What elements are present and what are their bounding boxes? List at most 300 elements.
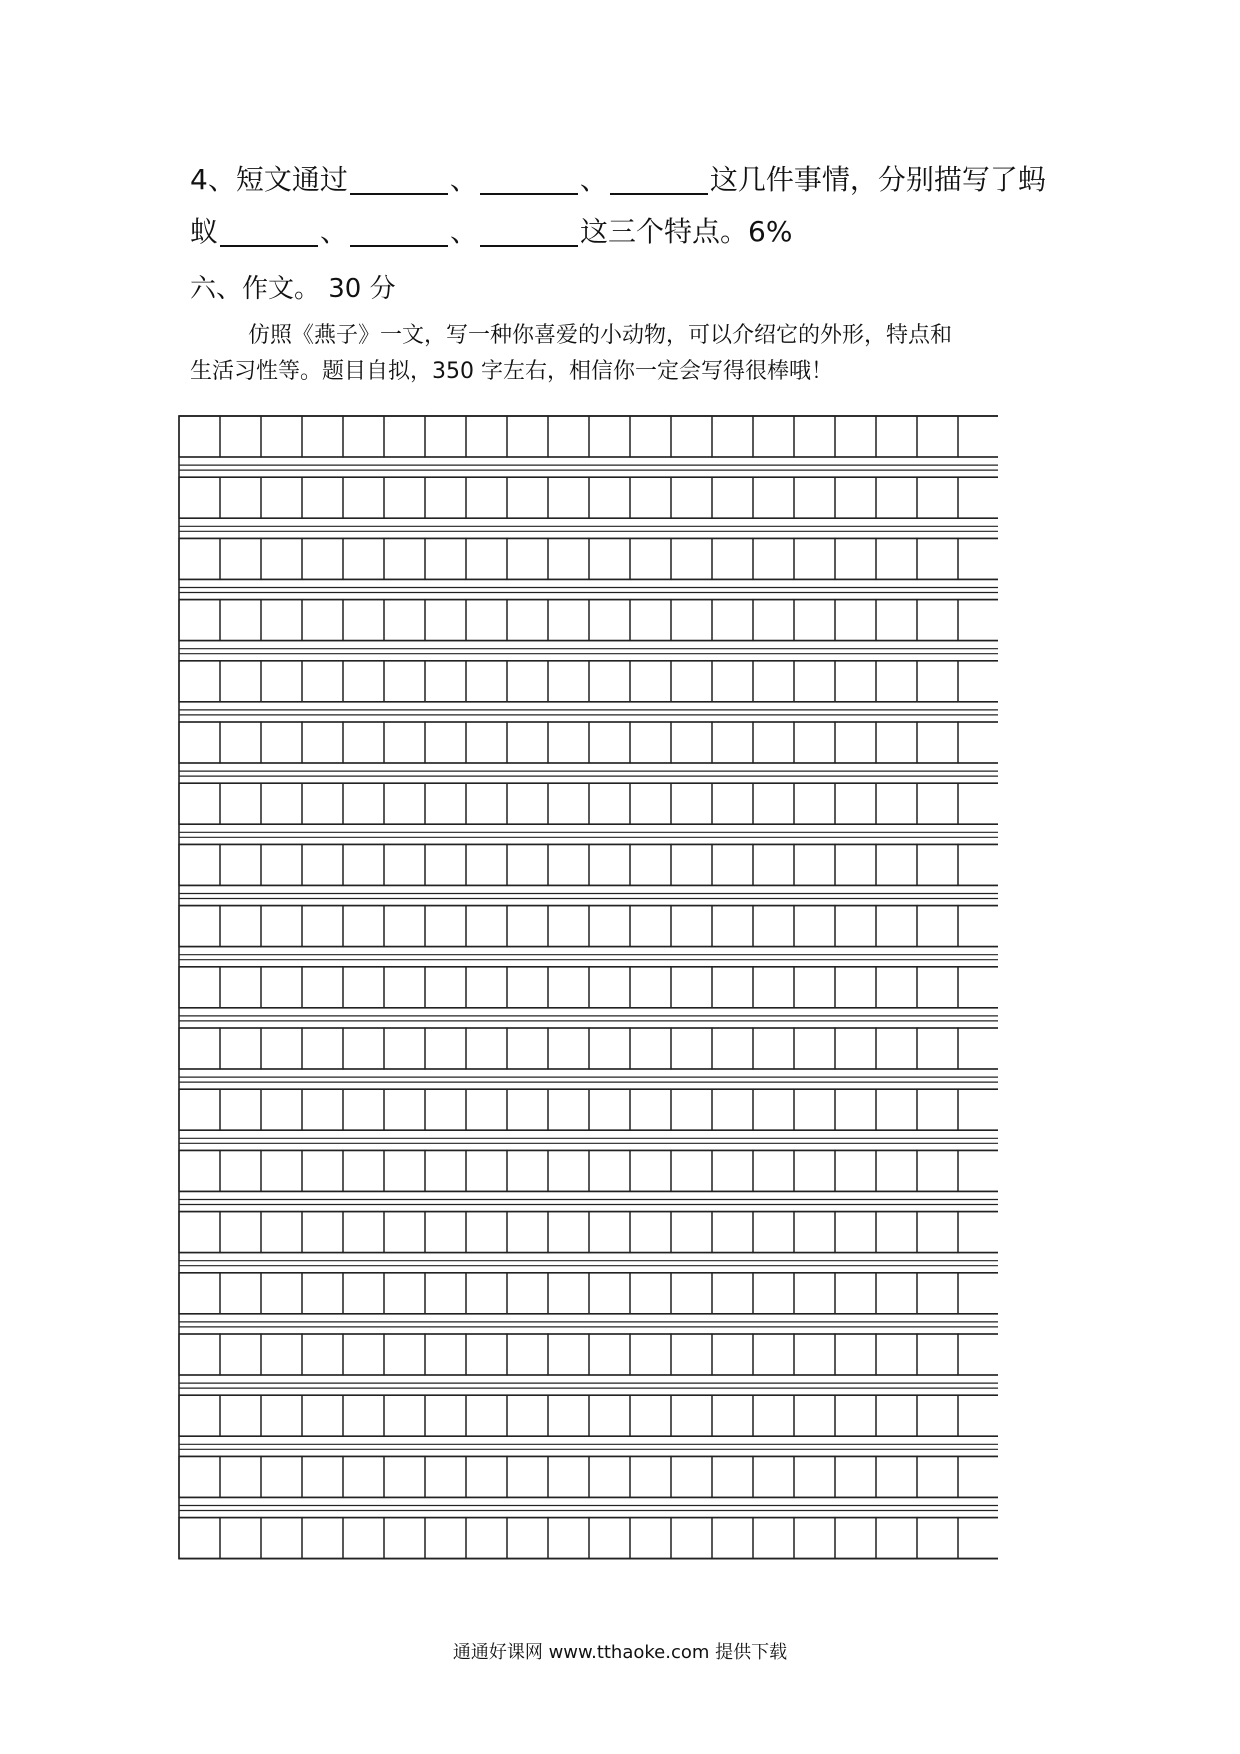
grid-cell[interactable] [343,477,384,518]
grid-cell[interactable] [343,967,384,1008]
grid-cell[interactable] [220,967,261,1008]
grid-cell[interactable] [753,1395,794,1436]
grid-cell[interactable] [179,1334,220,1375]
grid-cell[interactable] [343,600,384,641]
grid-cell[interactable] [343,1028,384,1069]
grid-cell[interactable] [835,1518,876,1559]
grid-cell[interactable] [630,1334,671,1375]
grid-cell[interactable] [671,1150,712,1191]
grid-cell[interactable] [302,967,343,1008]
grid-cell[interactable] [179,844,220,885]
grid-cell[interactable] [753,477,794,518]
grid-cell[interactable] [917,661,958,702]
grid-cell[interactable] [548,477,589,518]
grid-cell[interactable] [958,1518,998,1559]
grid-cell[interactable] [466,661,507,702]
grid-cell[interactable] [753,416,794,457]
grid-cell[interactable] [958,538,998,579]
grid-cell[interactable] [589,1028,630,1069]
grid-cell[interactable] [671,906,712,947]
grid-cell[interactable] [425,477,466,518]
grid-cell[interactable] [753,1456,794,1497]
answer-blank-6[interactable] [480,215,578,247]
grid-cell[interactable] [425,967,466,1008]
grid-cell[interactable] [548,1273,589,1314]
grid-cell[interactable] [466,538,507,579]
grid-cell[interactable] [261,1028,302,1069]
grid-cell[interactable] [712,844,753,885]
grid-cell[interactable] [261,906,302,947]
grid-cell[interactable] [917,1150,958,1191]
grid-cell[interactable] [835,1334,876,1375]
grid-cell[interactable] [548,783,589,824]
grid-cell[interactable] [835,906,876,947]
grid-cell[interactable] [302,600,343,641]
grid-cell[interactable] [794,1334,835,1375]
grid-cell[interactable] [343,783,384,824]
grid-cell[interactable] [261,661,302,702]
grid-cell[interactable] [179,538,220,579]
grid-cell[interactable] [466,1028,507,1069]
grid-cell[interactable] [589,844,630,885]
grid-cell[interactable] [425,1150,466,1191]
grid-cell[interactable] [630,1456,671,1497]
grid-cell[interactable] [753,844,794,885]
grid-cell[interactable] [507,600,548,641]
grid-cell[interactable] [548,1395,589,1436]
grid-cell[interactable] [466,416,507,457]
grid-cell[interactable] [384,906,425,947]
grid-cell[interactable] [712,1028,753,1069]
grid-cell[interactable] [507,1089,548,1130]
grid-cell[interactable] [548,967,589,1008]
grid-cell[interactable] [548,722,589,763]
grid-cell[interactable] [507,477,548,518]
grid-cell[interactable] [835,1273,876,1314]
grid-cell[interactable] [876,844,917,885]
grid-cell[interactable] [179,416,220,457]
grid-cell[interactable] [917,1518,958,1559]
grid-cell[interactable] [548,1089,589,1130]
grid-cell[interactable] [876,722,917,763]
grid-cell[interactable] [220,600,261,641]
grid-cell[interactable] [794,1089,835,1130]
grid-cell[interactable] [671,1089,712,1130]
grid-cell[interactable] [712,661,753,702]
grid-cell[interactable] [302,1028,343,1069]
grid-cell[interactable] [220,477,261,518]
grid-cell[interactable] [261,722,302,763]
grid-cell[interactable] [712,1395,753,1436]
grid-cell[interactable] [261,1212,302,1253]
grid-cell[interactable] [384,1028,425,1069]
grid-cell[interactable] [384,1089,425,1130]
grid-cell[interactable] [220,906,261,947]
grid-cell[interactable] [220,1334,261,1375]
grid-cell[interactable] [425,1334,466,1375]
grid-cell[interactable] [343,844,384,885]
grid-cell[interactable] [220,783,261,824]
grid-cell[interactable] [794,1518,835,1559]
grid-cell[interactable] [425,1273,466,1314]
grid-cell[interactable] [630,661,671,702]
grid-cell[interactable] [261,1456,302,1497]
grid-cell[interactable] [507,967,548,1008]
grid-cell[interactable] [589,1089,630,1130]
grid-cell[interactable] [384,844,425,885]
grid-cell[interactable] [630,477,671,518]
grid-cell[interactable] [179,1456,220,1497]
grid-cell[interactable] [466,1518,507,1559]
grid-cell[interactable] [466,1334,507,1375]
grid-cell[interactable] [261,477,302,518]
grid-cell[interactable] [466,722,507,763]
grid-cell[interactable] [630,538,671,579]
grid-cell[interactable] [835,1456,876,1497]
grid-cell[interactable] [343,1395,384,1436]
grid-cell[interactable] [507,416,548,457]
grid-cell[interactable] [589,538,630,579]
grid-cell[interactable] [179,722,220,763]
grid-cell[interactable] [917,538,958,579]
grid-cell[interactable] [835,600,876,641]
grid-cell[interactable] [712,477,753,518]
grid-cell[interactable] [630,1150,671,1191]
grid-cell[interactable] [753,1089,794,1130]
grid-cell[interactable] [302,477,343,518]
grid-cell[interactable] [712,906,753,947]
grid-cell[interactable] [548,538,589,579]
grid-cell[interactable] [384,477,425,518]
grid-cell[interactable] [261,1334,302,1375]
grid-cell[interactable] [589,906,630,947]
grid-cell[interactable] [671,1456,712,1497]
grid-cell[interactable] [302,1395,343,1436]
grid-cell[interactable] [835,844,876,885]
grid-cell[interactable] [794,967,835,1008]
grid-cell[interactable] [302,1518,343,1559]
answer-blank-1[interactable] [350,163,448,195]
grid-cell[interactable] [507,906,548,947]
grid-cell[interactable] [384,1150,425,1191]
grid-cell[interactable] [466,477,507,518]
grid-cell[interactable] [712,1212,753,1253]
grid-cell[interactable] [958,906,998,947]
grid-cell[interactable] [753,783,794,824]
grid-cell[interactable] [630,844,671,885]
grid-cell[interactable] [794,722,835,763]
grid-cell[interactable] [835,538,876,579]
grid-cell[interactable] [466,1089,507,1130]
answer-blank-4[interactable] [220,215,318,247]
grid-cell[interactable] [712,722,753,763]
grid-cell[interactable] [835,477,876,518]
grid-cell[interactable] [261,1150,302,1191]
grid-cell[interactable] [917,477,958,518]
grid-cell[interactable] [753,1334,794,1375]
answer-blank-5[interactable] [350,215,448,247]
grid-cell[interactable] [384,1395,425,1436]
grid-cell[interactable] [589,783,630,824]
grid-cell[interactable] [835,1089,876,1130]
grid-cell[interactable] [712,1089,753,1130]
grid-cell[interactable] [425,906,466,947]
grid-cell[interactable] [835,1028,876,1069]
grid-cell[interactable] [220,722,261,763]
grid-cell[interactable] [958,1212,998,1253]
grid-cell[interactable] [261,538,302,579]
grid-cell[interactable] [589,1334,630,1375]
grid-cell[interactable] [753,906,794,947]
grid-cell[interactable] [220,1212,261,1253]
grid-cell[interactable] [876,1518,917,1559]
grid-cell[interactable] [302,538,343,579]
grid-cell[interactable] [425,783,466,824]
grid-cell[interactable] [507,783,548,824]
grid-cell[interactable] [876,1028,917,1069]
grid-cell[interactable] [589,1273,630,1314]
grid-cell[interactable] [384,722,425,763]
grid-cell[interactable] [343,538,384,579]
grid-cell[interactable] [876,1395,917,1436]
grid-cell[interactable] [261,967,302,1008]
grid-cell[interactable] [794,600,835,641]
grid-cell[interactable] [179,906,220,947]
grid-cell[interactable] [507,1456,548,1497]
grid-cell[interactable] [589,1395,630,1436]
grid-cell[interactable] [220,1273,261,1314]
grid-cell[interactable] [507,1518,548,1559]
grid-cell[interactable] [753,1518,794,1559]
grid-cell[interactable] [425,722,466,763]
grid-cell[interactable] [261,844,302,885]
grid-cell[interactable] [876,1273,917,1314]
grid-cell[interactable] [876,1212,917,1253]
grid-cell[interactable] [835,783,876,824]
grid-cell[interactable] [261,1518,302,1559]
grid-cell[interactable] [425,1089,466,1130]
grid-cell[interactable] [384,661,425,702]
grid-cell[interactable] [876,906,917,947]
grid-cell[interactable] [917,722,958,763]
grid-cell[interactable] [343,1150,384,1191]
grid-cell[interactable] [507,1395,548,1436]
grid-cell[interactable] [425,1518,466,1559]
grid-cell[interactable] [261,600,302,641]
grid-cell[interactable] [671,1518,712,1559]
grid-cell[interactable] [425,844,466,885]
grid-cell[interactable] [794,844,835,885]
grid-cell[interactable] [794,416,835,457]
grid-cell[interactable] [507,538,548,579]
grid-cell[interactable] [466,1150,507,1191]
grid-cell[interactable] [671,1212,712,1253]
grid-cell[interactable] [753,1028,794,1069]
grid-cell[interactable] [179,1028,220,1069]
grid-cell[interactable] [589,661,630,702]
grid-cell[interactable] [671,967,712,1008]
grid-cell[interactable] [343,1518,384,1559]
grid-cell[interactable] [712,1273,753,1314]
grid-cell[interactable] [589,416,630,457]
grid-cell[interactable] [261,416,302,457]
grid-cell[interactable] [630,416,671,457]
grid-cell[interactable] [671,477,712,518]
grid-cell[interactable] [302,906,343,947]
grid-cell[interactable] [958,967,998,1008]
grid-cell[interactable] [343,1273,384,1314]
grid-cell[interactable] [384,1456,425,1497]
grid-cell[interactable] [179,1089,220,1130]
grid-cell[interactable] [794,538,835,579]
grid-cell[interactable] [302,1089,343,1130]
grid-cell[interactable] [425,416,466,457]
grid-cell[interactable] [507,1150,548,1191]
grid-cell[interactable] [671,661,712,702]
grid-cell[interactable] [302,1334,343,1375]
grid-cell[interactable] [302,1212,343,1253]
answer-blank-3[interactable] [610,163,708,195]
grid-cell[interactable] [302,844,343,885]
grid-cell[interactable] [794,1028,835,1069]
grid-cell[interactable] [466,600,507,641]
grid-cell[interactable] [712,967,753,1008]
grid-cell[interactable] [835,722,876,763]
grid-cell[interactable] [753,1212,794,1253]
grid-cell[interactable] [917,416,958,457]
grid-cell[interactable] [630,906,671,947]
grid-cell[interactable] [835,1150,876,1191]
grid-cell[interactable] [958,600,998,641]
grid-cell[interactable] [630,1089,671,1130]
grid-cell[interactable] [302,783,343,824]
grid-cell[interactable] [384,416,425,457]
grid-cell[interactable] [179,600,220,641]
grid-cell[interactable] [548,1456,589,1497]
grid-cell[interactable] [220,661,261,702]
grid-cell[interactable] [917,1212,958,1253]
grid-cell[interactable] [343,1334,384,1375]
grid-cell[interactable] [384,1518,425,1559]
grid-cell[interactable] [507,1334,548,1375]
grid-cell[interactable] [671,844,712,885]
grid-cell[interactable] [958,1456,998,1497]
grid-cell[interactable] [794,1273,835,1314]
grid-cell[interactable] [425,1395,466,1436]
grid-cell[interactable] [589,477,630,518]
grid-cell[interactable] [630,1395,671,1436]
grid-cell[interactable] [876,1150,917,1191]
grid-cell[interactable] [671,722,712,763]
grid-cell[interactable] [917,1456,958,1497]
grid-cell[interactable] [958,477,998,518]
grid-cell[interactable] [425,1212,466,1253]
grid-cell[interactable] [712,783,753,824]
grid-cell[interactable] [261,1273,302,1314]
grid-cell[interactable] [835,1212,876,1253]
grid-cell[interactable] [958,416,998,457]
grid-cell[interactable] [384,967,425,1008]
grid-cell[interactable] [507,722,548,763]
grid-cell[interactable] [753,1150,794,1191]
grid-cell[interactable] [220,1395,261,1436]
grid-cell[interactable] [589,1212,630,1253]
grid-cell[interactable] [958,1028,998,1069]
grid-cell[interactable] [917,1028,958,1069]
grid-cell[interactable] [958,1089,998,1130]
grid-cell[interactable] [958,1150,998,1191]
grid-cell[interactable] [876,477,917,518]
grid-cell[interactable] [753,722,794,763]
grid-cell[interactable] [712,1456,753,1497]
grid-cell[interactable] [343,1456,384,1497]
grid-cell[interactable] [343,1212,384,1253]
grid-cell[interactable] [753,600,794,641]
grid-cell[interactable] [630,1518,671,1559]
grid-cell[interactable] [917,600,958,641]
grid-cell[interactable] [343,722,384,763]
grid-cell[interactable] [794,1395,835,1436]
grid-cell[interactable] [548,1334,589,1375]
grid-cell[interactable] [876,600,917,641]
grid-cell[interactable] [384,1334,425,1375]
grid-cell[interactable] [876,1456,917,1497]
grid-cell[interactable] [343,906,384,947]
grid-cell[interactable] [548,661,589,702]
grid-cell[interactable] [220,1089,261,1130]
grid-cell[interactable] [753,967,794,1008]
grid-cell[interactable] [384,1273,425,1314]
grid-cell[interactable] [548,1518,589,1559]
grid-cell[interactable] [343,1089,384,1130]
grid-cell[interactable] [917,1273,958,1314]
grid-cell[interactable] [794,477,835,518]
grid-cell[interactable] [261,783,302,824]
grid-cell[interactable] [917,1334,958,1375]
grid-cell[interactable] [794,1212,835,1253]
grid-cell[interactable] [835,661,876,702]
grid-cell[interactable] [712,416,753,457]
grid-cell[interactable] [630,783,671,824]
grid-cell[interactable] [384,600,425,641]
grid-cell[interactable] [425,1456,466,1497]
grid-cell[interactable] [876,1334,917,1375]
grid-cell[interactable] [835,416,876,457]
grid-cell[interactable] [630,1212,671,1253]
grid-cell[interactable] [302,1273,343,1314]
grid-cell[interactable] [220,538,261,579]
grid-cell[interactable] [179,1518,220,1559]
grid-cell[interactable] [671,783,712,824]
grid-cell[interactable] [507,1028,548,1069]
grid-cell[interactable] [343,416,384,457]
grid-cell[interactable] [917,1089,958,1130]
grid-cell[interactable] [671,538,712,579]
grid-cell[interactable] [917,783,958,824]
grid-cell[interactable] [589,600,630,641]
grid-cell[interactable] [753,538,794,579]
grid-cell[interactable] [548,416,589,457]
grid-cell[interactable] [466,844,507,885]
grid-cell[interactable] [835,1395,876,1436]
grid-cell[interactable] [876,783,917,824]
grid-cell[interactable] [876,661,917,702]
grid-cell[interactable] [548,600,589,641]
grid-cell[interactable] [671,416,712,457]
grid-cell[interactable] [712,1334,753,1375]
grid-cell[interactable] [712,1518,753,1559]
grid-cell[interactable] [917,844,958,885]
